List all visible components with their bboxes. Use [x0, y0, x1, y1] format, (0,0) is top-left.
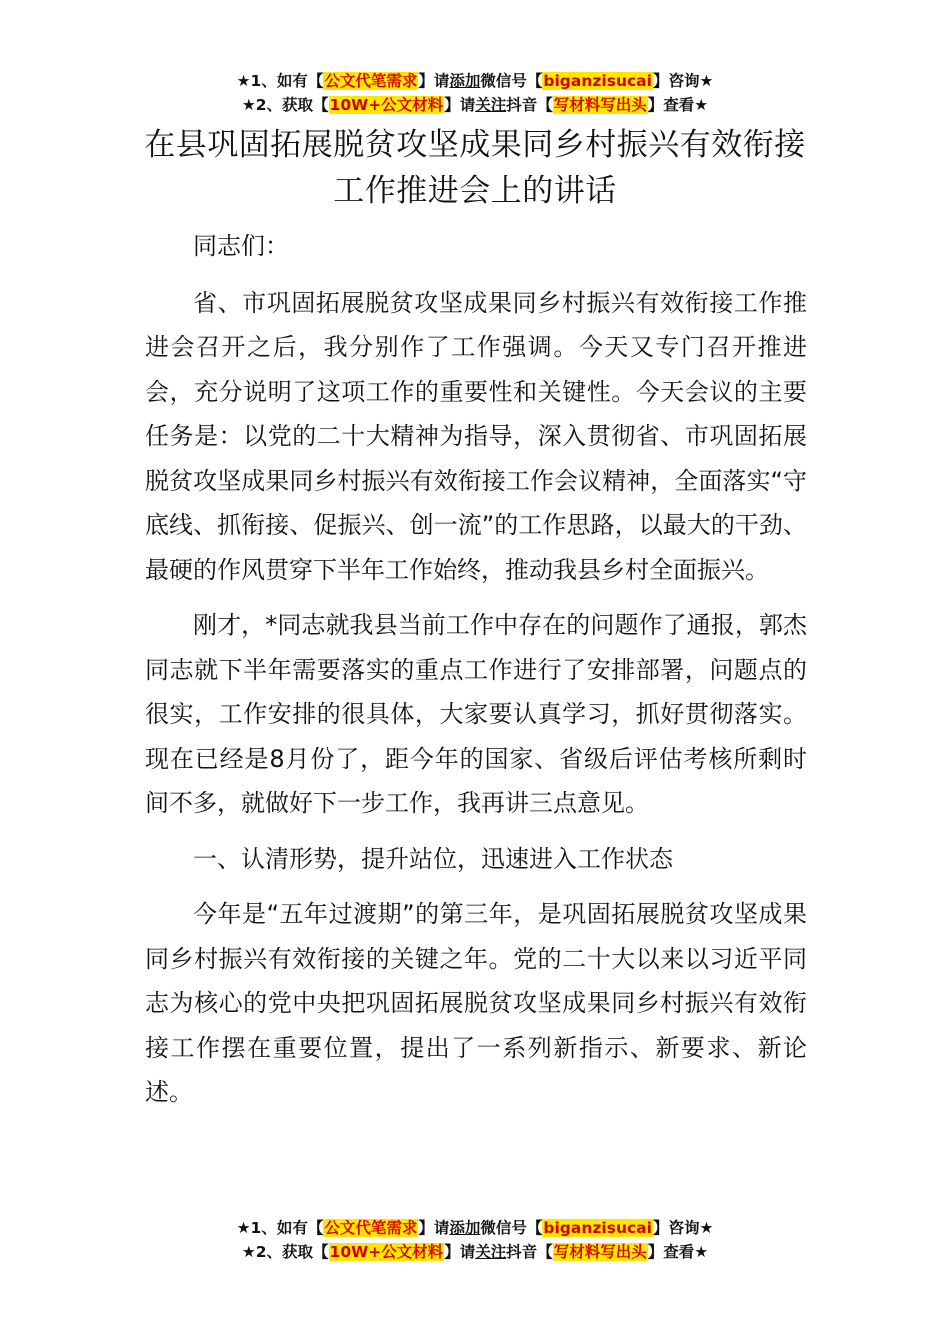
promo-text: 】查看★: [647, 1243, 709, 1261]
promo-underline: 添加: [449, 1219, 481, 1237]
promo-text: 】咨询★: [652, 72, 714, 90]
paragraph: 刚才，*同志就我县当前工作中存在的问题作了通报，郭杰同志就下半年需要落实的重点工作进行了安排部署，问题点的很实，工作安排的很具体，大家要认真学习，抓好贯彻落实。现在已经是8月份了，距今年的国家、省级后评估考核所剩时间不多，就做好下一步工作，我再讲三点意见。: [145, 611, 807, 817]
promo-text: 】请: [444, 96, 476, 114]
document-body: [145, 224, 807, 1126]
promo-text: 微信号【: [480, 1219, 543, 1237]
promo-douyin-id: 写材料写出头: [553, 1243, 647, 1261]
promo-underline: 关注: [475, 1243, 507, 1261]
promo-highlight: 公文代笔需求: [324, 72, 418, 90]
document-title: 在县巩固拓展脱贫攻坚成果同乡村振兴有效衔接工作推进会上的讲话: [144, 127, 806, 209]
promo-highlight: 10W+公文材料: [329, 1243, 444, 1261]
promo-line-1: [0, 1217, 950, 1241]
promo-line-1: [0, 70, 950, 94]
promo-text: 抖音【: [506, 96, 553, 114]
promo-underline: 添加: [449, 72, 481, 90]
promo-text: ★2、获取【: [241, 96, 329, 114]
promo-line-2: [0, 1241, 950, 1265]
promo-text: 】请: [418, 1219, 450, 1237]
promo-text: 微信号【: [480, 72, 543, 90]
promo-text: 抖音【: [506, 1243, 553, 1261]
promo-douyin-id: 写材料写出头: [553, 96, 647, 114]
promo-wechat-id: biganzisucai: [543, 1219, 652, 1237]
promo-line-2: [0, 94, 950, 118]
paragraph: 省、市巩固拓展脱贫攻坚成果同乡村振兴有效衔接工作推进会召开之后，我分别作了工作强调。今天又专门召开推进会，充分说明了这项工作的重要性和关键性。今天会议的主要任务是：以党的二十大精神为指导，深入贯彻省、市巩固拓展脱贫攻坚成果同乡村振兴有效衔接工作会议精神，全面落实“守底线、抓衔接、促振兴、创一流”的工作思路，以最大的干劲、最硬的作风贯穿下半年工作始终，推动我县乡村全面振兴。: [145, 288, 807, 584]
bottom-promo-banner: [0, 1217, 950, 1265]
top-promo-banner: [0, 70, 950, 118]
salutation: 同志们：: [193, 232, 289, 260]
promo-text: 】咨询★: [652, 1219, 714, 1237]
promo-text: ★1、如有【: [236, 72, 324, 90]
promo-text: 】请: [444, 1243, 476, 1261]
promo-underline: 关注: [475, 96, 507, 114]
paragraph: 今年是“五年过渡期”的第三年，是巩固拓展脱贫攻坚成果同乡村振兴有效衔接的关键之年。党的二十大以来以习近平同志为核心的党中央把巩固拓展脱贫攻坚成果同乡村振兴有效衔接工作摆在重要位置，提出了一系列新指示、新要求、新论述。: [145, 900, 807, 1106]
promo-wechat-id: biganzisucai: [543, 72, 652, 90]
promo-highlight: 公文代笔需求: [324, 1219, 418, 1237]
promo-text: 】查看★: [647, 96, 709, 114]
promo-text: ★2、获取【: [241, 1243, 329, 1261]
promo-highlight: 10W+公文材料: [329, 96, 444, 114]
section-heading: 一、认清形势，提升站位，迅速进入工作状态: [193, 844, 673, 873]
promo-text: ★1、如有【: [236, 1219, 324, 1237]
promo-text: 】请: [418, 72, 450, 90]
